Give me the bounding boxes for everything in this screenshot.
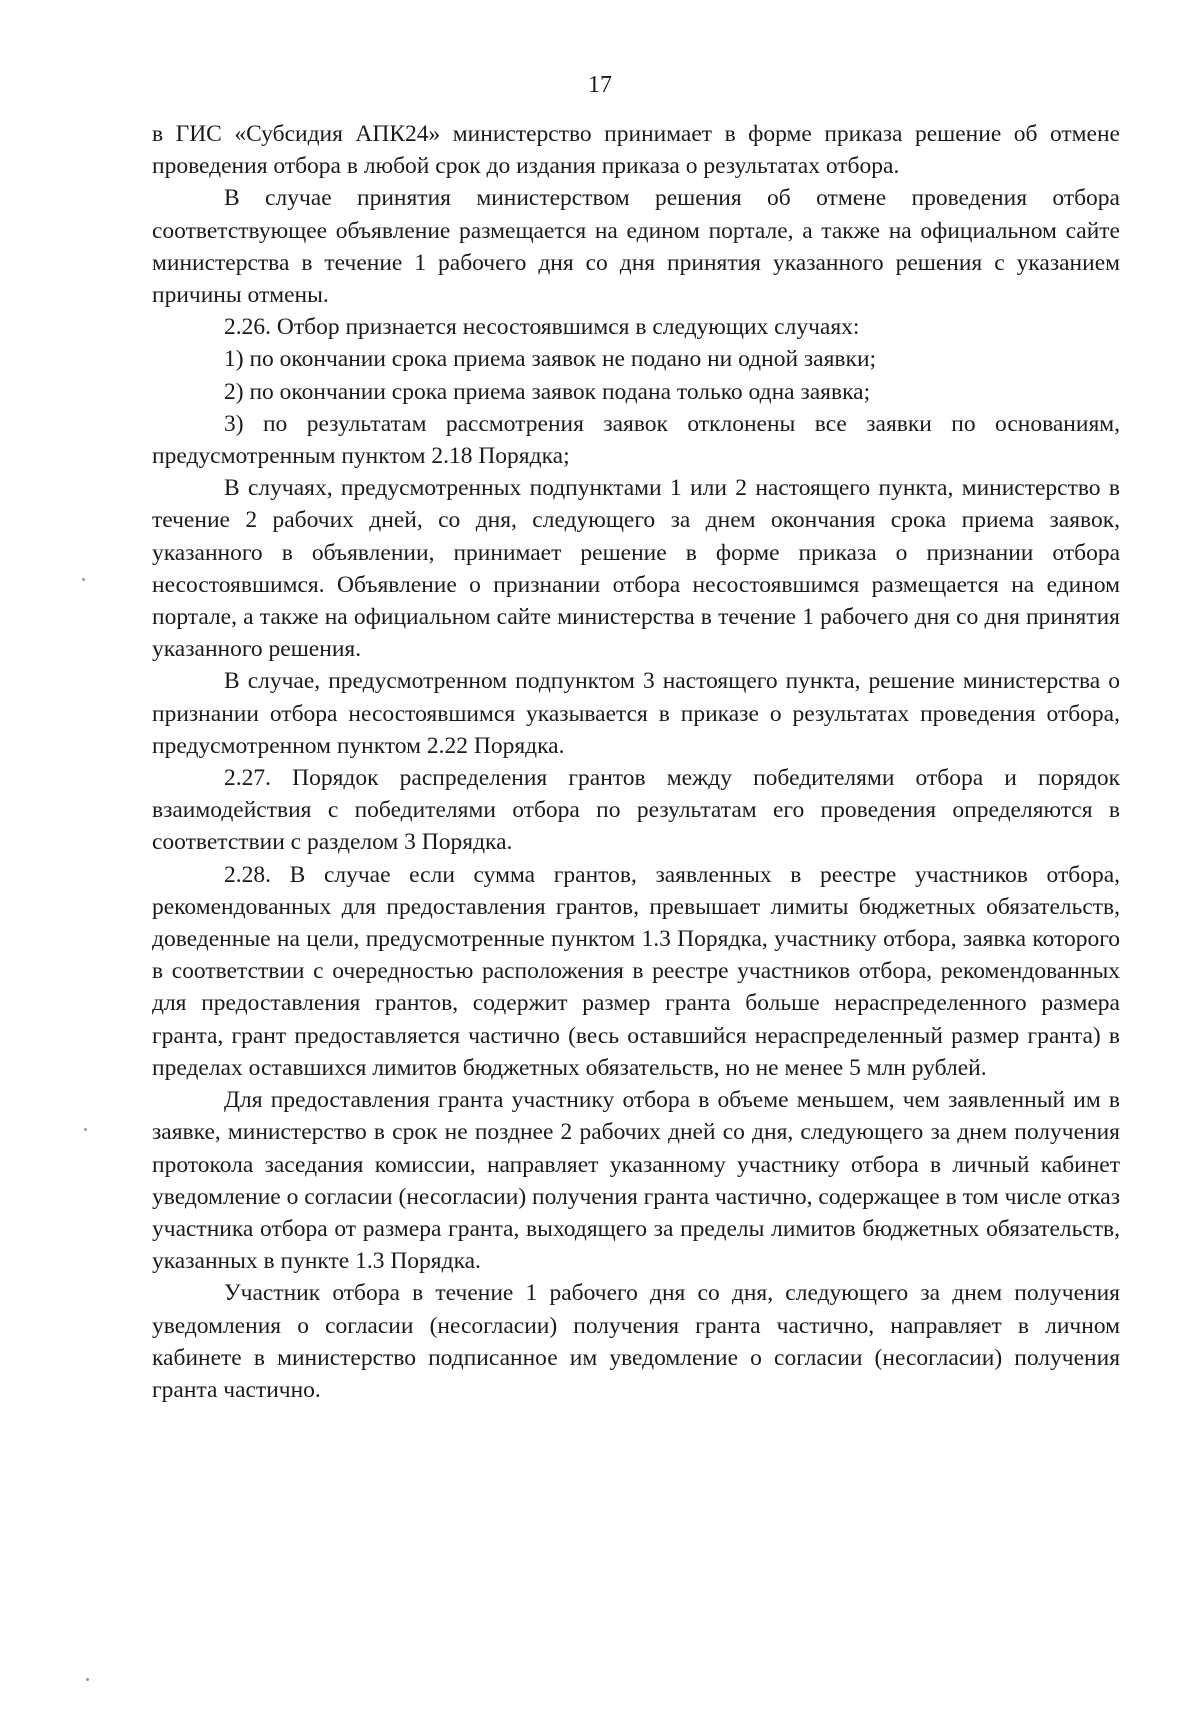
document-body: [152, 118, 1120, 1406]
paragraph-5: 2) по окончании срока приема заявок подана только одна заявка;: [224, 378, 871, 405]
paragraph-2: В случае принятия министерством решения об отмене проведения отбора соответствующее объявление размещается на едином портале, а также на официальном сайте министерства в течение 1 рабочего дня со дня принятия указанного решения с указанием причины отмены.: [152, 185, 1120, 309]
paragraph-3: 2.26. Отбор признается несостоявшимся в следующих случаях:: [224, 314, 860, 341]
paragraph-1: в ГИС «Субсидия АПК24» министерство принимает в форме приказа решение об отмене проведения отбора в любой срок до издания приказа о результатах отбора.: [152, 121, 1120, 180]
page-number: 17: [588, 72, 612, 98]
paragraph-6: 3) по результатам рассмотрения заявок отклонены все заявки по основаниям, предусмотренным пунктом 2.18 Порядка;: [152, 410, 1120, 470]
paragraph-8: В случае, предусмотренном подпунктом 3 настоящего пункта, решение министерства о признании отбора несостоявшимся указывается в приказе о результатах проведения отбора, предусмотренном пунктом 2.22 Порядка.: [152, 668, 1120, 759]
scan-speck: [86, 1678, 89, 1681]
scan-speck: [82, 578, 85, 581]
paragraph-11: Для предоставления гранта участнику отбора в объеме меньшем, чем заявленный им в заявке, министерство в срок не позднее 2 рабочих дней со дня, следующего за днем получения протокола заседания комиссии, направляет указанному участнику отбора в личный кабинет уведомление о согласии (несогласии) получения гранта частично, содержащее в том числе отказ участника отбора от размера гранта, выходящего за пределы лимитов бюджетных обязательств, указанных в пункте 1.3 Порядка.: [152, 1087, 1120, 1275]
scan-speck: [84, 1128, 87, 1131]
paragraph-7: В случаях, предусмотренных подпунктами 1 или 2 настоящего пункта, министерство в течение 2 рабочих дней, со дня, следующего за днем окончания срока приема заявок, указанного в объявлении, принимает решение в форме приказа о признании отбора несостоявшимся. Объявление о признании отбора несостоявшимся размещается на едином портале, а также на официальном сайте министерства в течение 1 рабочего дня со дня принятия указанного решения.: [152, 475, 1120, 663]
paragraph-10: 2.28. В случае если сумма грантов, заявленных в реестре участников отбора, рекомендованных для предоставления грантов, превышает лимиты бюджетных обязательств, доведенные на цели, предусмотренные пунктом 1.3 Порядка, участнику отбора, заявка которого в соответствии с очередностью расположения в реестре участников отбора, рекомендованных для предоставления грантов, содержит размер гранта больше нераспределенного размера гранта, грант предоставляется частично (весь оставшийся нераспределенный размер гранта) в пределах оставшихся лимитов бюджетных обязательств, но не менее 5 млн рублей.: [152, 861, 1120, 1081]
paragraph-4: 1) по окончании срока приема заявок не подано ни одной заявки;: [224, 346, 877, 373]
paragraph-9: 2.27. Порядок распределения грантов между победителями отбора и порядок взаимодействия с победителями отбора по результатам его проведения определяются в соответствии с разделом 3 Порядка.: [152, 765, 1120, 856]
paragraph-12: Участник отбора в течение 1 рабочего дня со дня, следующего за днем получения уведомления о согласии (несогласии) получения гранта частично, направляет в личном кабинете в министерство подписанное им уведомление о согласии (несогласии) получения гранта частично.: [152, 1280, 1120, 1403]
